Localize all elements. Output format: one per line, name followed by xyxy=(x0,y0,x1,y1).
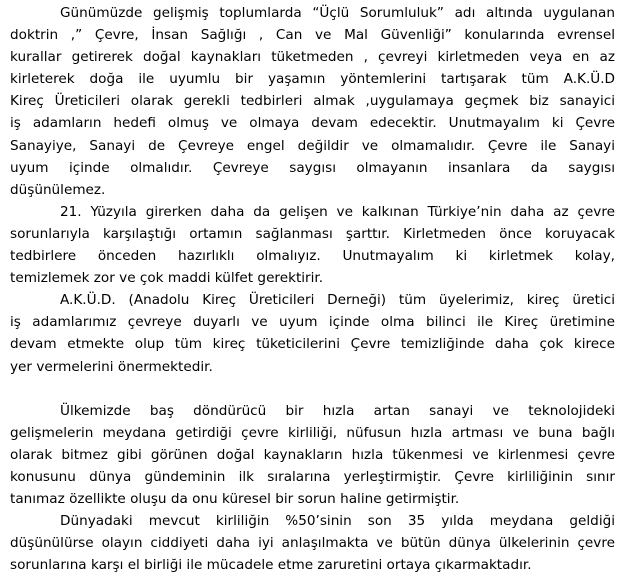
paragraph-spacer xyxy=(10,378,615,400)
text-line: tanımaz özellikte oluşu da onu küresel bir sorun haline getirmiştir. xyxy=(10,491,460,508)
text-line: 21. Yüzyıla girerken daha da gelişen ve kalkınan Türkiye’nin daha az çevre xyxy=(60,203,615,220)
text-line: doktrin ,” Çevre, İnsan Sağlığı , Can ve Mal Güvenliği” konularında evrensel xyxy=(10,27,615,44)
text-line: Sanayiye, Sanayi de Çevreye engel değildir ve olmamalıdır. Çevre ile Sanayi xyxy=(10,137,615,154)
text-line: kurallar getirerek doğal kaynakları tüketmeden , çevreyi kirletmeden veya en az xyxy=(10,49,615,66)
paragraph-2 xyxy=(10,201,615,289)
text-line: Ülkemizde baş döndürücü bir hızla artan sanayi ve teknolojideki xyxy=(60,402,615,419)
text-line: sorunlarına karşı el birliği ile mücadele etme zaruretini ortaya çıkarmaktadır. xyxy=(10,557,532,574)
text-line: devam etmekte olup tüm kireç tüketicilerini Çevre temizliğinde daha çok kirece xyxy=(10,336,615,353)
text-line: Kireç Üreticileri olarak gerekli tedbirleri almak ,uygulamaya geçmek biz sanayici xyxy=(10,93,615,110)
text-line: olarak bitmez gibi görünen doğal kaynakların hızla tükenmesi ve kirlenmesi çevre xyxy=(10,446,615,463)
text-line: uyum içinde olmalıdır. Çevreye saygısı olmayanın insanlara da saygısı xyxy=(10,159,615,176)
text-line: Günümüzde gelişmiş toplumlarda “Üçlü Sorumluluk” adı altında uygulanan xyxy=(60,5,615,21)
text-line: Dünyadaki mevcut kirliliğin %50’sinin son 35 yılda meydana geldiği xyxy=(60,513,615,530)
text-line: iş adamlarımız çevreye duyarlı ve uyum içinde olma bilinci ile Kireç üretimine xyxy=(10,314,615,331)
text-line: kirleterek doğa ile uyumlu bir yaşamın yöntemlerini tartışarak tüm A.K.Ü.D xyxy=(10,71,615,88)
paragraph-5 xyxy=(10,510,615,576)
text-line: iş adamların hedefi olmuş ve olmaya devam edecektir. Unutmayalım ki Çevre xyxy=(10,115,615,132)
paragraph-1 xyxy=(10,2,615,201)
text-line: düşünülürse olayın ciddiyeti daha iyi anlaşılmakta ve bütün dünya ülkelerinin çevre xyxy=(10,535,615,552)
document-page xyxy=(10,2,615,576)
text-line: konusunu dünya gündeminin ilk sıralarına yerleştirmiştir. Çevre kirliliğinin sınır xyxy=(10,468,615,485)
paragraph-4 xyxy=(10,400,615,510)
text-line: sorunlarıyla karşılaştığı ortamın sağlanması şarttır. Kirletmeden önce koruyacak xyxy=(10,225,615,242)
paragraph-3 xyxy=(10,289,615,377)
text-line: yer vermelerini önermektedir. xyxy=(10,358,213,375)
text-line: tedbirlere önceden hazırlıklı olmalıyız. Unutmayalım ki kirletmek kolay, xyxy=(10,248,615,265)
text-line: düşünülemez. xyxy=(10,181,106,198)
text-line: gelişmelerin meydana getirdiği çevre kirliliği, nüfusun hızla artması ve buna bağlı xyxy=(10,424,615,441)
text-line: temizlemek zor ve çok maddi külfet gerektirir. xyxy=(10,270,324,287)
text-line: A.K.Ü.D. (Anadolu Kireç Üreticileri Derneği) tüm üyelerimiz, kireç üretici xyxy=(60,292,615,309)
